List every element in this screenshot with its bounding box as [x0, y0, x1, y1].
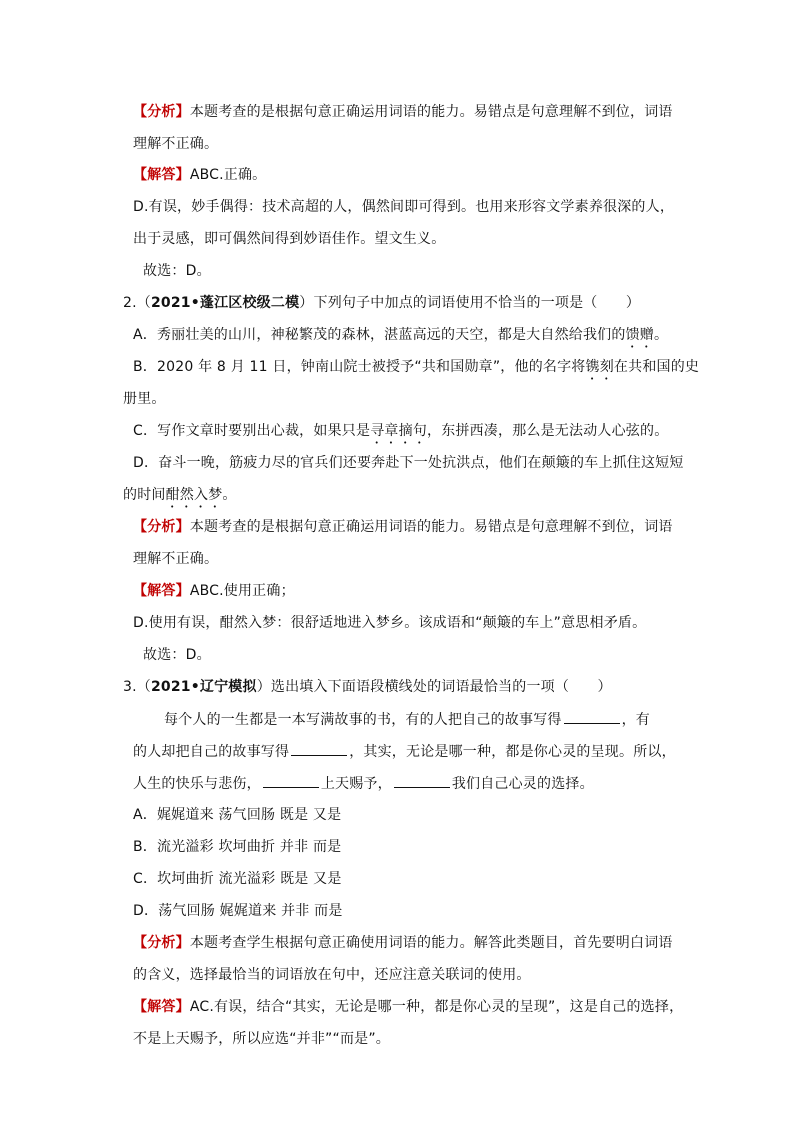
dotted-word: 寻章摘句 [370, 423, 427, 439]
answer-line-1 [133, 581, 295, 601]
answer-line-1 [133, 997, 683, 1017]
answer-line-2: 不是上天赐予，所以应选“并非”“而是”。 [133, 1031, 391, 1047]
question-number: 3.（ [123, 679, 151, 695]
fill-blank [263, 773, 319, 788]
passage-line-3: 人生的快乐与悲伤， 上天赐予， 我们自己心灵的选择。 [133, 773, 594, 794]
analysis-line-1 [133, 102, 673, 122]
answer-tag: 【解答】 [133, 583, 190, 599]
analysis-text: 本题考查学生根据句意正确使用词语的能力。解答此类题目，首先要明白词语 [189, 935, 673, 951]
dotted-word: 馈赠 [625, 327, 654, 343]
option-c: C．写作文章时要别出心裁，如果只是寻章摘句，东拼西凑，那么是无法动人心弦的。 [133, 423, 669, 439]
choose-line: 故选：D。 [143, 263, 211, 279]
answer-d-line-1: D.有误，妙手偶得：技术高超的人，偶然间即可得到。也用来形容文学素养很深的人， [133, 199, 675, 215]
analysis-text: 本题考查的是根据句意正确运用词语的能力。易错点是句意理解不到位，词语 [189, 104, 673, 120]
passage-line-2: 的人却把自己的故事写得 ，其实，无论是哪一种，都是你心灵的呈现。所以， [133, 741, 676, 762]
answer-text: ABC.使用正确； [189, 583, 295, 599]
question-number: 2.（ [123, 295, 151, 311]
answer-tag: 【解答】 [133, 167, 190, 183]
answer-text: AC.有误，结合“其实，无论是哪一种，都是你心灵的呈现”，这是自己的选择， [189, 999, 684, 1015]
choose-line: 故选：D。 [143, 647, 211, 663]
answer-tag: 【解答】 [133, 999, 190, 1015]
answer-line-1 [133, 165, 266, 185]
passage-line-1: 每个人的一生都是一本写满故事的书，有的人把自己的故事写得 ，有 [164, 709, 650, 730]
analysis-line-1 [133, 517, 673, 537]
answer-d-line: D.使用有误，酣然入梦：很舒适地进入梦乡。该成语和“颠簸的车上”意思相矛盾。 [133, 615, 647, 631]
question-stem: ）下列句子中加点的词语使用不恰当的一项是（ ） [299, 295, 641, 311]
question-source: 2021•蓬江区校级二模 [150, 295, 300, 311]
analysis-line-2: 理解不正确。 [133, 136, 219, 152]
answer-text: ABC.正确。 [189, 167, 267, 183]
question-source: 2021•辽宁模拟 [150, 679, 257, 695]
analysis-line-2: 的含义，选择最恰当的词语放在句中，还应注意关联词的使用。 [133, 967, 531, 983]
option-a: A．秀丽壮美的山川，神秘繁茂的森林，湛蓝高远的天空，都是大自然给我们的馈赠。 [133, 327, 669, 343]
option-d: D．奋斗一晚，筋疲力尽的官兵们还要奔赴下一处抗洪点，他们在颠簸的车上抓住这短短 [133, 455, 684, 471]
option-b: B．2020 年 8 月 11 日，钟南山院士被授予“共和国勋章”，他的名字将镌刻在共和国的史 [133, 359, 700, 375]
analysis-line-2: 理解不正确。 [133, 551, 219, 567]
dotted-word: 镌刻 [585, 359, 614, 375]
option-d-cont: 的时间酣然入梦。 [123, 487, 237, 503]
analysis-tag: 【分析】 [133, 935, 190, 951]
fill-blank [394, 773, 450, 788]
answer-d-line-2: 出于灵感，即可偶然间得到妙语佳作。望文生义。 [133, 231, 446, 247]
option-a: A．娓娓道来 荡气回肠 既是 又是 [133, 807, 342, 823]
analysis-tag: 【分析】 [133, 104, 190, 120]
fill-blank [291, 741, 347, 756]
fill-blank [564, 709, 620, 724]
option-c: C．坎坷曲折 流光溢彩 既是 又是 [133, 871, 342, 887]
analysis-text: 本题考查的是根据句意正确运用词语的能力。易错点是句意理解不到位，词语 [189, 519, 673, 535]
analysis-tag: 【分析】 [133, 519, 190, 535]
question-2-stem [123, 293, 640, 313]
question-stem: ）选出填入下面语段横线处的词语最恰当的一项（ ） [256, 679, 612, 695]
option-b-cont: 册里。 [123, 391, 166, 407]
analysis-line-1 [133, 933, 673, 953]
question-3-stem [123, 677, 612, 697]
option-b: B．流光溢彩 坎坷曲折 并非 而是 [133, 839, 342, 855]
option-d: D．荡气回肠 娓娓道来 并非 而是 [133, 903, 343, 919]
dotted-word: 酣然入梦 [165, 487, 223, 503]
